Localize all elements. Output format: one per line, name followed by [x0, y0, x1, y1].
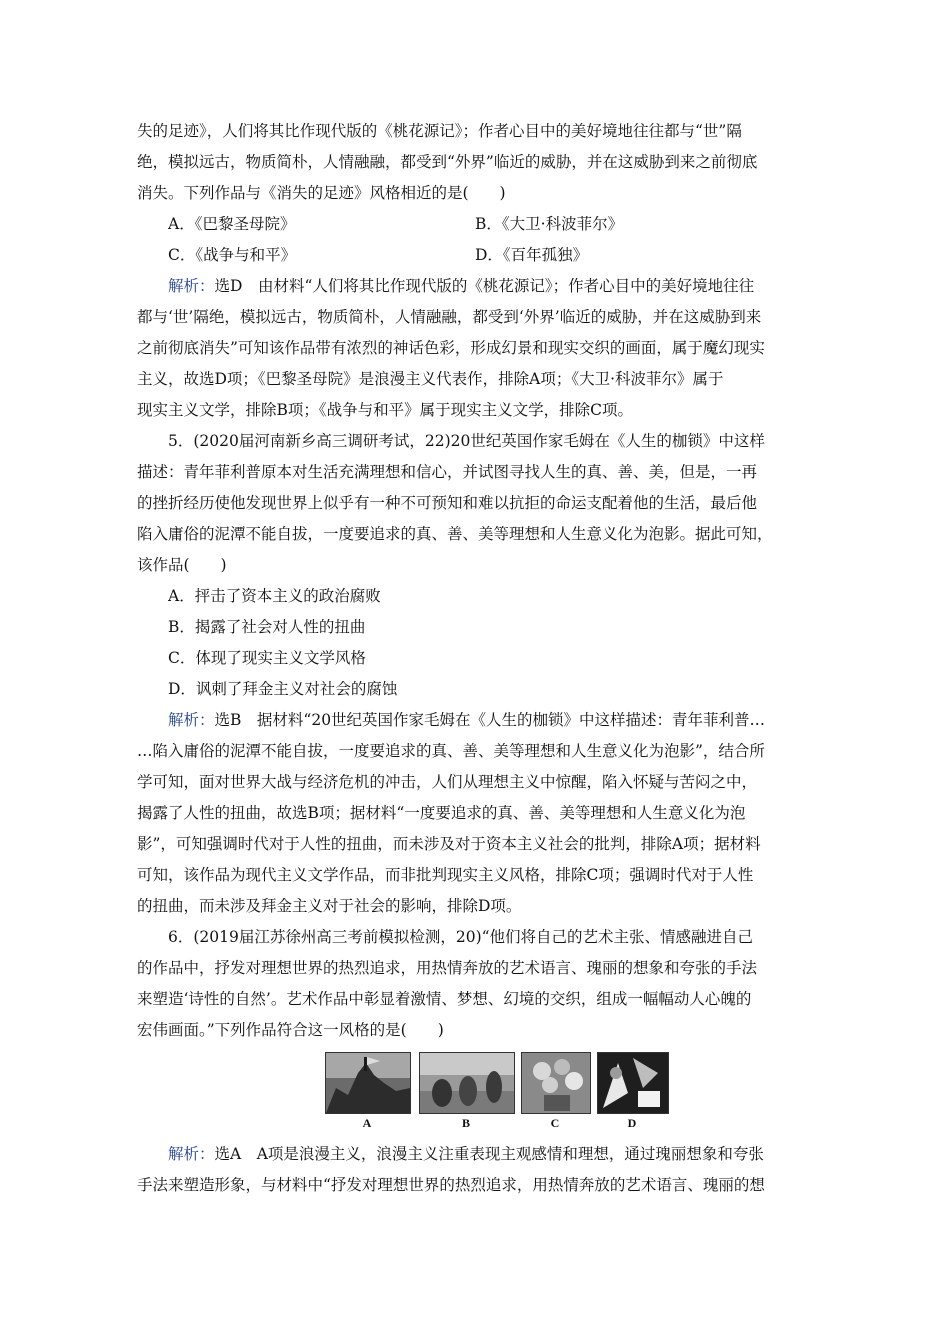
caption-b: B	[461, 1116, 470, 1130]
analysis-line: 可知，该作品为现代主义文学作品，而非批判现实主义风格，排除C项；强调时代对于人性	[137, 866, 754, 884]
option-d: D．讽刺了拜金主义对社会的腐蚀	[168, 680, 398, 698]
question-5-stem: 5．(2020届河南新乡高三调研考试，22)20世纪英国作家毛姆在《人生的枷锁》中这样	[168, 432, 765, 450]
text-line: 消失。下列作品与《消失的足迹》风格相近的是( )	[137, 184, 506, 202]
option-a: A．《巴黎圣母院》	[168, 215, 296, 233]
analysis-line: 主义，故选D项；《巴黎圣母院》是浪漫主义代表作，排除A项；《大卫·科波菲尔》属于	[137, 370, 724, 388]
option-b: B．揭露了社会对人性的扭曲	[168, 618, 366, 636]
caption-a: A	[362, 1116, 372, 1130]
analysis-line: …陷入庸俗的泥潭不能自拔，一度要追求的真、善、美等理想和人生意义化为泡影”，结合所	[137, 742, 765, 760]
analysis-label: 解析：	[168, 277, 215, 295]
question-5-stem: 该作品( )	[137, 556, 227, 574]
analysis-line: 现实主义文学，排除B项；《战争与和平》属于现实主义文学，排除C项。	[137, 401, 634, 419]
artwork-image-c	[521, 1052, 591, 1114]
analysis-line: 手法来塑造形象，与材料中“抒发对理想世界的热烈追求，用热情奔放的艺术语言、瑰丽的想	[137, 1176, 765, 1194]
analysis-line: 学可知，面对世界大战与经济危机的冲击，人们从理想主义中惊醒，陷入怀疑与苦闷之中，	[137, 773, 758, 791]
question-5-stem: 描述：青年菲利普原本对生活充满理想和信心，并试图寻找人生的真、善、美，但是，一再	[137, 463, 758, 481]
artwork-image-b	[419, 1052, 515, 1114]
artwork-images	[325, 1052, 670, 1130]
question-6-stem: 宏伟画面。”下列作品符合这一风格的是( )	[137, 1021, 444, 1039]
option-b: B．《大卫·科波菲尔》	[475, 215, 624, 233]
analysis-line: 之前彻底消失”可知该作品带有浓烈的神话色彩，形成幻景和现实交织的画面，属于魔幻现实	[137, 339, 765, 357]
analysis-label: 解析：	[168, 1145, 215, 1163]
option-a: A．抨击了资本主义的政治腐败	[168, 587, 381, 605]
artwork-image-d	[597, 1052, 669, 1114]
caption-c: C	[550, 1116, 560, 1130]
question-6-stem: 6．(2019届江苏徐州高三考前模拟检测，20)“他们将自己的艺术主张、情感融进自己	[168, 928, 754, 946]
artwork-image-a	[325, 1052, 411, 1114]
analysis-line: 解析：选A A项是浪漫主义，浪漫主义注重表现主观感情和理想，通过瑰丽想象和夸张	[168, 1145, 764, 1163]
question-5-stem: 陷入庸俗的泥潭不能自拔，一度要追求的真、善、美等理想和人生意义化为泡影。据此可知，	[137, 525, 773, 543]
option-d: D．《百年孤独》	[475, 246, 589, 264]
analysis-line: 解析：选D 由材料“人们将其比作现代版的《桃花源记》；作者心目中的美好境地往往	[168, 277, 755, 295]
text-line: 失的足迹》，人们将其比作现代版的《桃花源记》；作者心目中的美好境地往往都与“世”隔	[137, 122, 742, 140]
analysis-line: 影”，可知强调时代对于人性的扭曲，而未涉及对于资本主义社会的批判，排除A项；据材料	[137, 835, 761, 853]
question-5-stem: 的挫折经历使他发现世界上似乎有一种不可预知和难以抗拒的命运支配着他的生活，最后他	[137, 494, 758, 512]
question-6-stem: 的作品中，抒发对理想世界的热烈追求，用热情奔放的艺术语言、瑰丽的想象和夸张的手法	[137, 959, 758, 977]
analysis-label: 解析：	[168, 711, 215, 729]
analysis-line: 揭露了人性的扭曲，故选B项；据材料“一度要追求的真、善、美等理想和人生意义化为泡	[137, 804, 746, 822]
text-line: 绝，模拟远古，物质简朴，人情融融，都受到“外界”临近的威胁，并在这威胁到来之前彻底	[137, 153, 758, 171]
analysis-line: 的扭曲，而未涉及拜金主义对于社会的影响，排除D项。	[137, 897, 522, 915]
analysis-line: 都与‘世’隔绝，模拟远古，物质简朴，人情融融，都受到‘外界’临近的威胁，并在这威胁到来	[137, 308, 762, 326]
question-6-stem: 来塑造‘诗性的自然’。艺术作品中彰显着激情、梦想、幻境的交织，组成一幅幅动人心魄的	[137, 990, 752, 1008]
option-c: C．体现了现实主义文学风格	[168, 649, 366, 667]
analysis-line: 解析：选B 据材料“20世纪英国作家毛姆在《人生的枷锁》中这样描述：青年菲利普…	[168, 711, 766, 729]
option-c: C．《战争与和平》	[168, 246, 297, 264]
caption-d: D	[627, 1116, 637, 1130]
